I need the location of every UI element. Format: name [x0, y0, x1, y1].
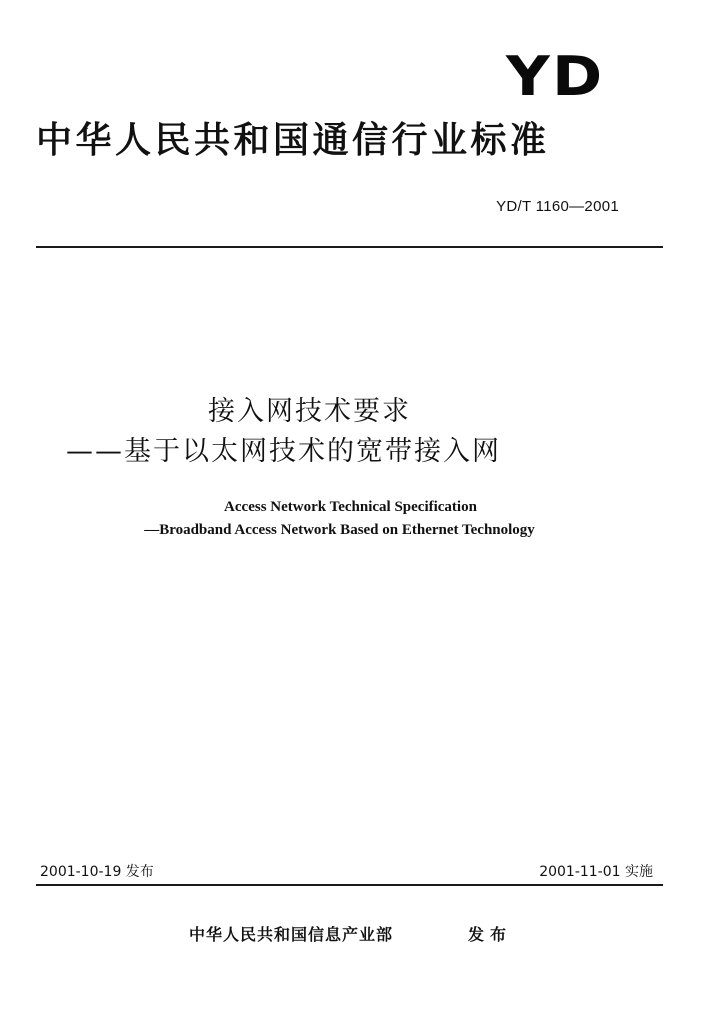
english-title-line-2: —Broadband Access Network Based on Ethernet Technology	[144, 522, 535, 538]
chinese-title-line-2: ——基于以太网技术的宽带接入网	[66, 436, 501, 467]
standard-number: YD/T 1160—2001	[496, 198, 619, 215]
standard-category-title: 中华人民共和国通信行业标准	[36, 120, 550, 161]
implementation-date: 2001-11-01 实施	[539, 864, 653, 880]
issue-date: 2001-10-19 发布	[40, 864, 154, 880]
publisher-name: 中华人民共和国信息产业部	[189, 925, 394, 944]
publish-label: 发布	[468, 925, 513, 944]
chinese-title-line-1: 接入网技术要求	[208, 396, 411, 427]
yd-logo: YD	[506, 45, 605, 108]
top-divider	[36, 246, 663, 248]
bottom-divider	[36, 884, 663, 886]
english-title-line-1: Access Network Technical Specification	[224, 499, 477, 515]
